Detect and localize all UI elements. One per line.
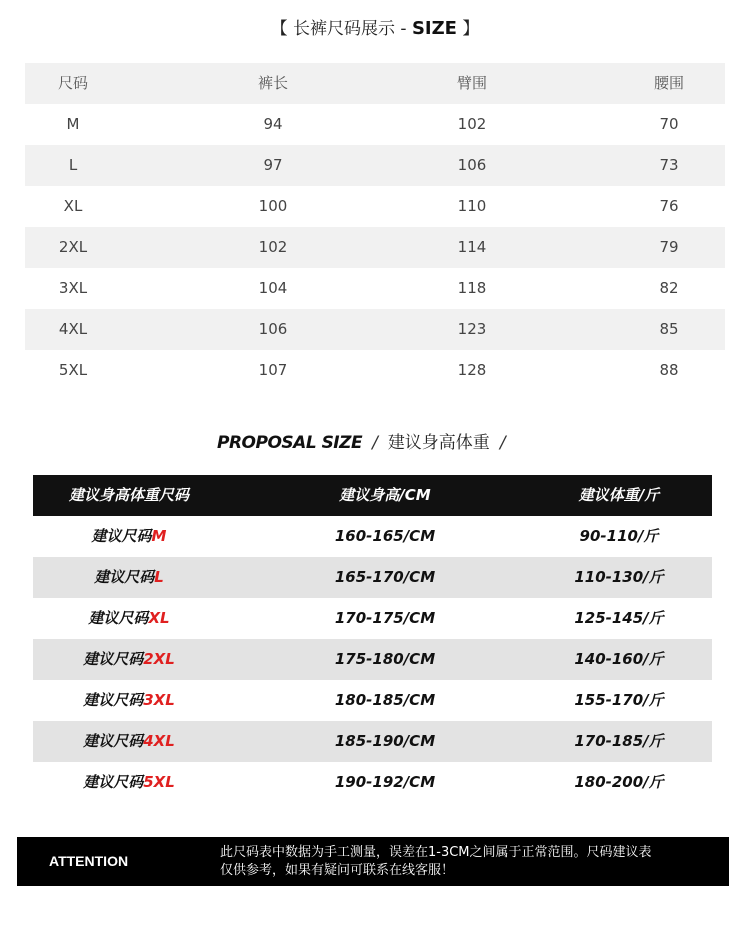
table-row: [25, 186, 725, 227]
proposal-size-code: 2XL: [143, 650, 175, 668]
waist-cell: 85: [659, 320, 679, 338]
proposal-title-slash-end: /: [499, 433, 506, 453]
arm-cell: 102: [457, 115, 487, 133]
size-header-waist: 腰围: [653, 74, 684, 92]
size-header-length: 裤长: [257, 74, 288, 92]
weight-cell: 180-200/斤: [574, 773, 664, 791]
proposal-title-slash: /: [372, 433, 378, 453]
length-cell: 97: [263, 156, 283, 174]
proposal-size-code: 5XL: [143, 773, 175, 791]
arm-cell: 110: [457, 197, 487, 215]
waist-cell: 88: [659, 361, 679, 379]
proposal-size-code: XL: [148, 609, 170, 627]
size-cell: 2XL: [58, 238, 88, 256]
table-row: [25, 350, 725, 391]
size-chart-title-close: 】: [456, 19, 480, 39]
proposal-size-code: M: [151, 527, 167, 545]
size-header-arm: 臂围: [456, 74, 487, 92]
proposal-size-cell: [39, 762, 219, 803]
proposal-size-cell: [39, 639, 219, 680]
proposal-size-prefix: 建议尺码: [94, 568, 155, 586]
proposal-size-cell: [39, 557, 219, 598]
height-cell: 180-185/CM: [334, 691, 436, 709]
height-cell: 190-192/CM: [334, 773, 436, 791]
arm-cell: 114: [457, 238, 487, 256]
table-row: [33, 639, 712, 680]
length-cell: 100: [258, 197, 288, 215]
proposal-size-prefix: 建议尺码: [83, 691, 144, 709]
size-chart-title: [0, 14, 750, 39]
arm-cell: 128: [457, 361, 487, 379]
length-cell: 106: [258, 320, 288, 338]
proposal-size-code: L: [154, 568, 164, 586]
attention-note: [220, 844, 720, 880]
attention-note-line1: 此尺码表中数据为手工测量，误差在1-3CM之间属于正常范围。尺码建议表: [220, 845, 652, 860]
proposal-size-prefix: 建议尺码: [88, 609, 149, 627]
arm-cell: 106: [457, 156, 487, 174]
proposal-header-weight: 建议体重/斤: [578, 486, 660, 504]
proposal-table: [33, 475, 712, 803]
attention-label: ATTENTION: [49, 853, 129, 869]
size-cell: L: [68, 156, 78, 174]
table-row: [25, 145, 725, 186]
size-cell: XL: [63, 197, 83, 215]
proposal-header-size: 建议身高体重尺码: [68, 486, 189, 504]
proposal-size-cell: [39, 516, 219, 557]
size-cell: M: [66, 115, 80, 133]
table-row: [33, 557, 712, 598]
proposal-size-prefix: 建议尺码: [91, 527, 152, 545]
arm-cell: 123: [457, 320, 487, 338]
size-table-header: [25, 63, 725, 104]
weight-cell: 125-145/斤: [574, 609, 664, 627]
height-cell: 170-175/CM: [334, 609, 436, 627]
table-row: [33, 680, 712, 721]
table-row: [25, 104, 725, 145]
size-chart-title-open: 【 长裤尺码展示 -: [270, 19, 412, 39]
size-table: [25, 63, 725, 391]
height-cell: 160-165/CM: [334, 527, 436, 545]
waist-cell: 79: [659, 238, 679, 256]
height-cell: 165-170/CM: [334, 568, 436, 586]
table-row: [33, 598, 712, 639]
table-row: [33, 762, 712, 803]
size-chart-title-size: SIZE: [411, 18, 457, 39]
size-cell: 3XL: [58, 279, 88, 297]
attention-banner: [17, 837, 729, 886]
length-cell: 102: [258, 238, 288, 256]
proposal-title: [217, 428, 516, 453]
length-cell: 104: [258, 279, 288, 297]
length-cell: 94: [263, 115, 283, 133]
size-header-size: 尺码: [57, 74, 88, 92]
weight-cell: 90-110/斤: [579, 527, 659, 545]
size-cell: 5XL: [58, 361, 88, 379]
waist-cell: 73: [659, 156, 679, 174]
weight-cell: 155-170/斤: [574, 691, 664, 709]
proposal-size-cell: [39, 721, 219, 762]
length-cell: 107: [258, 361, 288, 379]
arm-cell: 118: [457, 279, 487, 297]
proposal-title-zh: 建议身高体重: [387, 433, 490, 453]
proposal-size-code: 4XL: [143, 732, 175, 750]
size-cell: 4XL: [58, 320, 88, 338]
proposal-size-prefix: 建议尺码: [83, 773, 144, 791]
proposal-size-prefix: 建议尺码: [83, 732, 144, 750]
table-row: [33, 721, 712, 762]
weight-cell: 140-160/斤: [574, 650, 664, 668]
attention-note-line2: 仅供参考，如果有疑问可联系在线客服！: [220, 863, 455, 878]
table-row: [25, 227, 725, 268]
weight-cell: 170-185/斤: [574, 732, 664, 750]
waist-cell: 82: [659, 279, 679, 297]
proposal-size-cell: [39, 680, 219, 721]
weight-cell: 110-130/斤: [574, 568, 664, 586]
table-row: [25, 309, 725, 350]
proposal-table-header: [33, 475, 712, 516]
table-row: [25, 268, 725, 309]
waist-cell: 76: [659, 197, 679, 215]
table-row: [33, 516, 712, 557]
waist-cell: 70: [659, 115, 679, 133]
height-cell: 185-190/CM: [334, 732, 436, 750]
proposal-header-height: 建议身高/CM: [339, 486, 431, 504]
proposal-title-en: PROPOSAL SIZE: [217, 433, 363, 453]
height-cell: 175-180/CM: [334, 650, 436, 668]
proposal-size-code: 3XL: [143, 691, 175, 709]
proposal-size-cell: [39, 598, 219, 639]
proposal-size-prefix: 建议尺码: [83, 650, 144, 668]
